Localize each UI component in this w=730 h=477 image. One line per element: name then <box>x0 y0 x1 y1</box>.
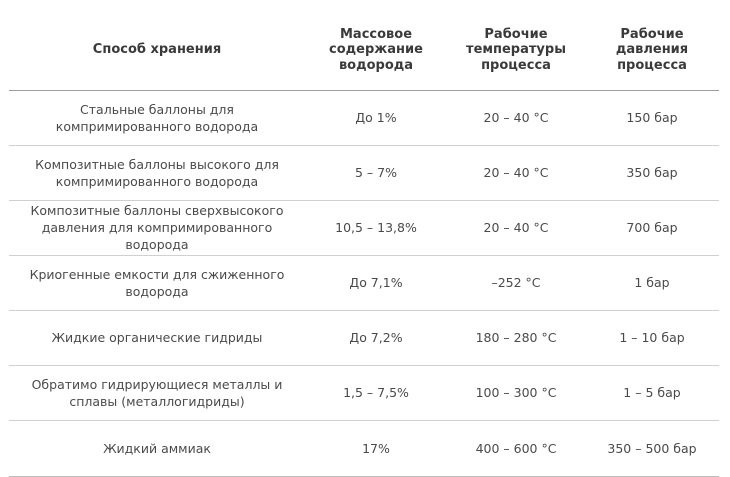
cell-storage-method: Стальные баллоны для компримированного водорода <box>9 90 305 145</box>
cell-pressure: 700 бар <box>585 200 719 255</box>
cell-temperature: –252 °C <box>447 255 585 310</box>
cell-pressure: 1 – 10 бар <box>585 310 719 365</box>
table-row <box>9 255 719 310</box>
header-mass-content: Массовое содержание водорода <box>305 10 447 90</box>
table-row <box>9 200 719 255</box>
table-row <box>9 365 719 420</box>
cell-temperature: 100 – 300 °C <box>447 365 585 420</box>
table-row <box>9 420 719 476</box>
cell-temperature: 400 – 600 °C <box>447 420 585 476</box>
cell-mass-content: До 7,2% <box>305 310 447 365</box>
header-row <box>9 10 719 90</box>
cell-mass-content: До 7,1% <box>305 255 447 310</box>
cell-storage-method: Композитные баллоны высокого для компримированного водорода <box>9 145 305 200</box>
cell-mass-content: 1,5 – 7,5% <box>305 365 447 420</box>
cell-pressure: 350 – 500 бар <box>585 420 719 476</box>
cell-mass-content: 17% <box>305 420 447 476</box>
cell-temperature: 20 – 40 °C <box>447 200 585 255</box>
cell-storage-method: Композитные баллоны сверхвысокого давления для компримированного водорода <box>9 200 305 255</box>
cell-mass-content: 5 – 7% <box>305 145 447 200</box>
table-row <box>9 145 719 200</box>
cell-temperature: 180 – 280 °C <box>447 310 585 365</box>
cell-temperature: 20 – 40 °C <box>447 90 585 145</box>
cell-storage-method: Жидкий аммиак <box>9 420 305 476</box>
header-storage-method: Способ хранения <box>9 10 305 90</box>
table-row <box>9 90 719 145</box>
header-temperature: Рабочие температуры процесса <box>447 10 585 90</box>
cell-mass-content: 10,5 – 13,8% <box>305 200 447 255</box>
cell-storage-method: Жидкие органические гидриды <box>9 310 305 365</box>
hydrogen-storage-table <box>9 10 719 477</box>
cell-storage-method: Обратимо гидрирующиеся металлы и сплавы (металлогидриды) <box>9 365 305 420</box>
cell-storage-method: Криогенные емкости для сжиженного водорода <box>9 255 305 310</box>
cell-pressure: 1 – 5 бар <box>585 365 719 420</box>
header-pressure: Рабочие давления процесса <box>585 10 719 90</box>
cell-pressure: 150 бар <box>585 90 719 145</box>
table-row <box>9 310 719 365</box>
cell-pressure: 1 бар <box>585 255 719 310</box>
cell-pressure: 350 бар <box>585 145 719 200</box>
cell-temperature: 20 – 40 °C <box>447 145 585 200</box>
cell-mass-content: До 1% <box>305 90 447 145</box>
